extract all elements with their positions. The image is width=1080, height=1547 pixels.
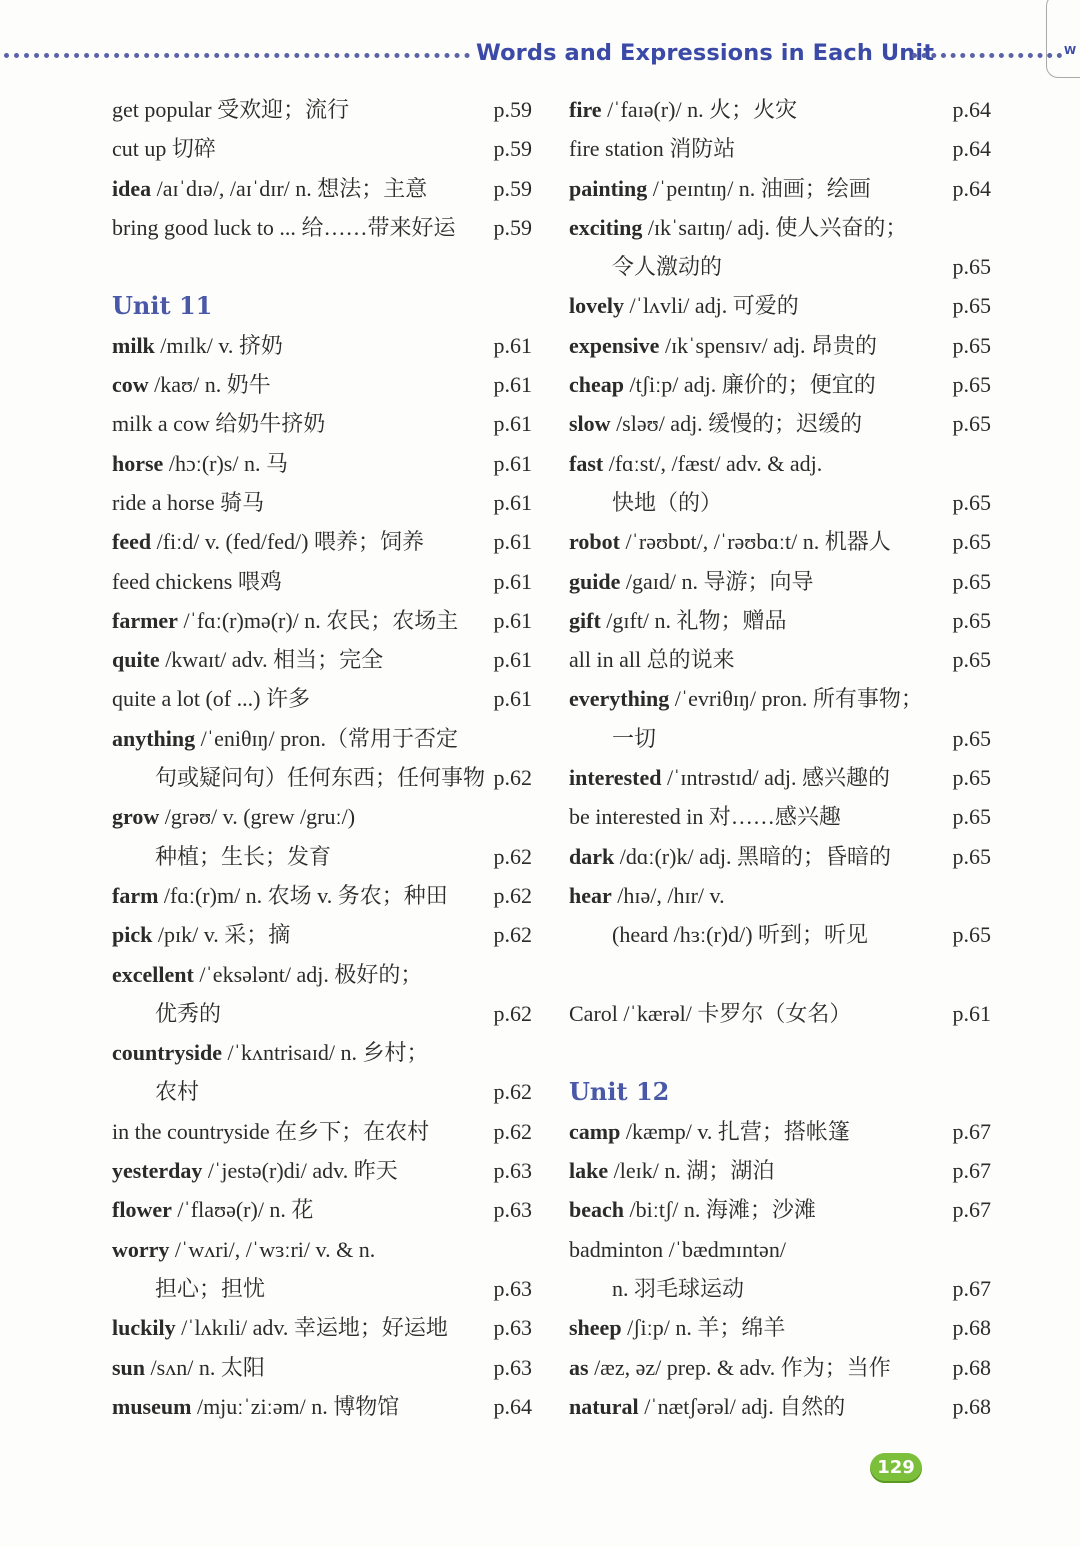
glossary-entry [569,994,991,1033]
entry-definition: /ˈflaʊə(r)/ n. 花 [171,1197,314,1223]
glossary-entry [569,758,991,797]
entry-text [112,1151,398,1190]
entry-headword: lake [569,1158,609,1184]
entry-text [569,1387,845,1426]
glossary-entry [112,1033,532,1072]
entry-page-ref: p.59 [493,97,532,122]
entry-page-ref: p.65 [952,411,991,437]
entry-definition: 快地（的） [612,489,723,515]
unit-heading: Unit 11 [112,291,213,321]
entry-page-ref: p.65 [952,843,991,869]
entry-definition: /ˈlʌvli/ adj. 可爱的 [624,293,799,319]
entry-definition: 优秀的 [155,1000,222,1026]
glossary-entry [569,1308,991,1347]
entry-headword: feed chickens [112,568,233,594]
entry-page-ref: p.65 [952,254,991,280]
glossary-entry [112,1112,532,1151]
entry-page-ref: p.62 [493,922,532,948]
glossary-entry [569,1230,991,1269]
entry-text [112,90,349,129]
entry-text [112,1033,429,1072]
glossary-entry [569,129,991,168]
glossary-entry [112,679,532,718]
entry-headword: farm [112,882,159,908]
entry-text [112,1308,448,1347]
entry-text [569,129,735,168]
entry-headword: museum [112,1393,192,1419]
entry-page-ref: p.65 [952,647,991,673]
unit-heading: Unit 12 [569,1077,670,1107]
entry-headword: ride a horse [112,489,215,515]
page-tab-mark: W [1064,44,1077,57]
entry-page-ref: p.63 [493,1158,532,1184]
entry-headword: quite a lot (of ...) [112,686,261,712]
glossary-entry-continuation [569,719,991,758]
entry-headword: natural [569,1393,639,1419]
entry-headword: in the countryside [112,1118,270,1144]
glossary-entry [569,522,991,561]
entry-page-ref: p.68 [952,1315,991,1341]
entry-page-ref: p.67 [952,1197,991,1223]
entry-headword: anything [112,725,196,751]
entry-text [569,640,735,679]
entry-headword: excellent [112,961,194,987]
entry-page-ref: p.61 [493,568,532,594]
entry-page-ref: p.62 [493,1000,532,1026]
entry-page-ref: p.59 [493,136,532,162]
glossary-entry [569,837,991,876]
glossary-entry [569,1151,991,1190]
entry-text [112,797,355,836]
entry-text [112,1387,399,1426]
entry-text [112,1190,313,1229]
entry-page-ref: p.61 [952,1000,991,1026]
entry-page-ref: p.62 [493,765,532,791]
entry-definition: /ˈrəʊbɒt/, /ˈrəʊbɑːt/ n. 机器人 [619,529,891,555]
entry-definition: /ˈfaɪə(r)/ n. 火；火灾 [601,97,798,122]
glossary-entry [569,404,991,443]
left-column [112,90,532,1426]
glossary-entry-continuation [112,758,532,797]
entry-definition: /mɪlk/ v. 挤奶 [154,332,283,358]
entry-headword: get popular [112,97,212,122]
glossary-entry [569,1112,991,1151]
entry-page-ref: p.61 [493,647,532,673]
entry-page-ref: p.61 [493,332,532,358]
entry-definition: /grəʊ/ v. (grew /gruː/) [159,804,356,830]
glossary-entry [112,129,532,168]
entry-definition: 一切 [612,725,657,751]
entry-headword: pick [112,922,153,948]
entry-definition: /fiːd/ v. (fed/fed/) 喂养；饲养 [151,529,424,555]
entry-definition: /mjuːˈziːəm/ n. 博物馆 [191,1393,400,1419]
entry-page-ref: p.63 [493,1197,532,1223]
entry-definition: 许多 [260,686,310,712]
entry-text [112,876,448,915]
entry-headword: dark [569,843,615,869]
entry-text [112,1348,265,1387]
entry-headword: feed [112,529,152,555]
entry-text [569,444,822,483]
entry-headword: gift [569,607,601,633]
entry-headword: idea [112,175,152,201]
entry-page-ref: p.63 [493,1275,532,1301]
entry-headword: camp [569,1118,621,1144]
entry-page-ref: p.64 [952,136,991,162]
glossary-entry [569,876,991,915]
entry-definition: /fɑː(r)m/ n. 农场 v. 务农；种田 [158,882,448,908]
entry-page-ref: p.61 [493,450,532,476]
entry-headword: bring good luck to ... [112,214,296,240]
entry-definition: /æz, əz/ prep. & adv. 作为；当作 [588,1354,891,1380]
entry-definition: /gɪft/ n. 礼物；赠品 [600,607,787,633]
page-number-badge: 129 [870,1453,922,1483]
entry-text [112,1230,375,1269]
glossary-entry [569,286,991,325]
glossary-entry [569,1190,991,1229]
entry-headword: badminton [569,1236,664,1262]
glossary-entry [112,90,532,129]
entry-page-ref: p.61 [493,489,532,515]
glossary-entry [112,483,532,522]
entry-text [112,640,383,679]
glossary-entry [569,679,991,718]
spacer [569,955,991,994]
entry-text [569,1190,816,1229]
glossary-entry [112,797,532,836]
entry-definition: /ˈkærəl/ 卡罗尔（女名） [617,1000,852,1026]
entry-page-ref: p.62 [493,1118,532,1144]
entry-page-ref: p.65 [952,568,991,594]
entry-page-ref: p.62 [493,843,532,869]
glossary-entry [112,1230,532,1269]
entry-definition: /ˈkʌntrisaɪd/ n. 乡村； [222,1040,429,1066]
entry-definition: /ˈbædmɪntən/ [663,1236,786,1262]
glossary-entry [112,640,532,679]
entry-page-ref: p.67 [952,1118,991,1144]
glossary-entry [112,1190,532,1229]
entry-definition: /ˈnætʃərəl/ adj. 自然的 [638,1393,846,1419]
glossary-entry [569,797,991,836]
entry-definition: /aɪˈdɪə/, /aɪˈdɪr/ n. 想法；主意 [151,175,428,201]
glossary-entry-continuation [569,1269,991,1308]
entry-text [112,365,271,404]
entry-headword: fast [569,450,604,476]
entry-text [569,522,891,561]
entry-page-ref: p.64 [493,1393,532,1419]
entry-text [112,679,310,718]
entry-page-ref: p.62 [493,1079,532,1105]
entry-text [112,129,216,168]
entry-headword: horse [112,450,164,476]
entry-definition: 种植；生长；发育 [155,843,332,869]
entry-definition: /ˈpeɪntɪŋ/ n. 油画；绘画 [647,175,871,201]
entry-definition: 对……感兴趣 [703,804,841,830]
page-header [0,40,1080,74]
entry-text [569,90,797,129]
entry-definition: /pɪk/ v. 采；摘 [152,922,291,948]
entry-text [569,876,725,915]
entry-headword: Carol [569,1000,618,1026]
entry-definition: /ˈevriθɪŋ/ pron. 所有事物； [669,686,923,712]
entry-text [569,208,907,247]
entry-page-ref: p.65 [952,332,991,358]
entry-headword: painting [569,175,648,201]
entry-text [569,679,923,718]
entry-text [112,404,325,443]
glossary-entry [112,601,532,640]
entry-page-ref: p.61 [493,607,532,633]
entry-page-ref: p.59 [493,175,532,201]
entry-headword: flower [112,1197,172,1223]
entry-headword: countryside [112,1040,222,1066]
entry-headword: yesterday [112,1158,203,1184]
entry-headword: quite [112,647,160,673]
entry-headword: exciting [569,214,643,240]
entry-page-ref: p.64 [952,175,991,201]
entry-definition: /hɔː(r)s/ n. 马 [163,450,288,476]
entry-definition: /ˈeksələnt/ adj. 极好的； [193,961,423,987]
header-dotted-rule-right [912,53,1062,58]
glossary-entry-continuation [112,1269,532,1308]
entry-page-ref: p.68 [952,1393,991,1419]
entry-definition: 给……带来好运 [295,214,456,240]
entry-page-ref: p.61 [493,686,532,712]
glossary-entry [112,1348,532,1387]
entry-page-ref: p.67 [952,1158,991,1184]
entry-headword: hear [569,882,612,908]
glossary-entry [112,365,532,404]
glossary-entry [112,1151,532,1190]
entry-definition: 总的说来 [641,647,735,673]
glossary-entry [112,876,532,915]
entry-definition: n. 羽毛球运动 [612,1275,745,1301]
entry-headword: guide [569,568,621,594]
entry-headword: cut up [112,136,167,162]
entry-definition: /fɑːst/, /fæst/ adv. & adj. [603,450,823,476]
entry-definition: /ˈeniθɪŋ/ pron.（常用于否定 [195,725,458,751]
entry-definition: /sləʊ/ adj. 缓慢的；迟缓的 [610,411,863,437]
entry-text [569,601,787,640]
entry-text [112,483,264,522]
entry-definition: /leɪk/ n. 湖；湖泊 [608,1158,775,1184]
entry-text [112,1112,429,1151]
entry-definition: 担心；担忧 [155,1275,266,1301]
entry-definition: /ʃiːp/ n. 羊；绵羊 [621,1315,786,1341]
entry-headword: robot [569,529,620,555]
glossary-entry [112,326,532,365]
glossary-entry [569,365,991,404]
entry-definition: 给奶牛挤奶 [209,411,326,437]
glossary-entry-continuation [569,247,991,286]
entry-text [112,955,422,994]
entry-definition: 骑马 [214,489,265,515]
entry-definition: 受欢迎；流行 [211,97,350,122]
entry-page-ref: p.63 [493,1315,532,1341]
entry-headword: expensive [569,332,660,358]
glossary-entry [112,562,532,601]
entry-headword: milk a cow [112,411,210,437]
entry-page-ref: p.65 [952,922,991,948]
entry-definition: /kæmp/ v. 扎营；搭帐篷 [620,1118,850,1144]
entry-page-ref: p.65 [952,607,991,633]
entry-headword: farmer [112,607,178,633]
entry-text [569,837,891,876]
glossary-entry [112,719,532,758]
entry-headword: cow [112,372,149,398]
entry-text [569,562,813,601]
glossary-entry-continuation [112,1072,532,1111]
entry-page-ref: p.63 [493,1354,532,1380]
entry-page-ref: p.65 [952,372,991,398]
entry-headword: all in all [569,647,642,673]
entry-text [112,915,290,954]
glossary-entry [112,1308,532,1347]
entry-headword: worry [112,1236,170,1262]
glossary-entry-continuation [112,994,532,1033]
entry-text [569,994,851,1033]
entry-headword: as [569,1354,589,1380]
entry-text [112,562,282,601]
glossary-entry-continuation [112,837,532,876]
glossary-entry [569,601,991,640]
entry-definition: 农村 [155,1079,200,1105]
entry-text [112,326,283,365]
entry-text [569,169,871,208]
entry-definition: /dɑː(r)k/ adj. 黑暗的；昏暗的 [614,843,891,869]
entry-definition: /ˈɪntrəstɪd/ adj. 感兴趣的 [661,765,890,791]
entry-text [569,1112,850,1151]
header-dotted-rule-left [4,53,470,58]
glossary-entry-continuation [569,915,991,954]
glossary-entry [569,169,991,208]
entry-headword: grow [112,804,160,830]
entry-definition: 喂鸡 [232,568,282,594]
entry-definition: (heard /hɜː(r)d/) 听到；听见 [612,922,869,948]
entry-page-ref: p.67 [952,1275,991,1301]
entry-text [569,1151,774,1190]
entry-definition: /kwaɪt/ adv. 相当；完全 [159,647,384,673]
entry-definition: /ˈfɑː(r)mə(r)/ n. 农民；农场主 [177,607,459,633]
glossary-entry [569,208,991,247]
entry-definition: /ˈwʌri/, /ˈwɜːri/ v. & n. [169,1236,376,1262]
entry-definition: /kaʊ/ n. 奶牛 [148,372,271,398]
entry-text [569,286,799,325]
entry-text [112,444,288,483]
entry-headword: luckily [112,1315,176,1341]
entry-definition: /hɪə/, /hɪr/ v. [611,882,725,908]
entry-headword: interested [569,765,662,791]
header-title: Words and Expressions in Each Unit [476,40,935,66]
entry-page-ref: p.61 [493,372,532,398]
entry-headword: everything [569,686,670,712]
glossary-entry [569,90,991,129]
entry-definition: 句或疑问句）任何东西；任何事物 [155,765,486,791]
entry-text [112,208,455,247]
glossary-entry [112,208,532,247]
entry-text [112,719,458,758]
entry-text [569,404,862,443]
entry-text [569,365,876,404]
entry-definition: /ɪkˈsaɪtɪŋ/ adj. 使人兴奋的； [642,214,908,240]
entry-definition: /gaɪd/ n. 导游；向导 [620,568,814,594]
entry-headword: slow [569,411,611,437]
page-tab-edge [1046,0,1080,78]
entry-definition: /ˈjestə(r)di/ adv. 昨天 [202,1158,398,1184]
entry-headword: lovely [569,293,624,319]
entry-page-ref: p.65 [952,725,991,751]
entry-definition: 令人激动的 [612,254,723,280]
entry-headword: beach [569,1197,624,1223]
glossary-entry [112,1387,532,1426]
entry-definition: /biːtʃ/ n. 海滩；沙滩 [624,1197,816,1223]
entry-headword: sheep [569,1315,622,1341]
entry-page-ref: p.62 [493,882,532,908]
spacer [112,247,532,286]
entry-definition: /ɪkˈspensɪv/ adj. 昂贵的 [659,332,877,358]
entry-page-ref: p.61 [493,529,532,555]
entry-text [569,758,890,797]
glossary-entry [112,522,532,561]
entry-page-ref: p.68 [952,1354,991,1380]
entry-page-ref: p.59 [493,214,532,240]
entry-page-ref: p.64 [952,97,991,122]
spacer [569,1033,991,1072]
glossary-entry [569,640,991,679]
entry-definition: 在乡下；在农村 [269,1118,430,1144]
entry-definition: /ˈlʌkɪli/ adv. 幸运地；好运地 [175,1315,448,1341]
entry-headword: be interested in [569,804,704,830]
entry-definition: /sʌn/ n. 太阳 [145,1354,265,1380]
entry-text [112,522,424,561]
right-column [569,90,991,1426]
entry-headword: sun [112,1354,146,1380]
glossary-entry [569,444,991,483]
entry-headword: milk [112,332,155,358]
entry-text [569,797,841,836]
glossary-entry [112,404,532,443]
entry-headword: cheap [569,372,624,398]
entry-headword: fire [569,97,602,122]
entry-page-ref: p.65 [952,529,991,555]
entry-page-ref: p.65 [952,489,991,515]
entry-text [569,1308,785,1347]
entry-text [112,601,458,640]
entry-page-ref: p.65 [952,804,991,830]
entry-page-ref: p.65 [952,765,991,791]
entry-headword: fire station [569,136,664,162]
glossary-entry [112,444,532,483]
glossary-entry-continuation [569,483,991,522]
entry-text [112,169,427,208]
entry-definition: 消防站 [663,136,736,162]
entry-page-ref: p.61 [493,411,532,437]
entry-definition: 切碎 [166,136,216,162]
entry-text [569,1348,891,1387]
entry-page-ref: p.65 [952,293,991,319]
glossary-entry [112,915,532,954]
glossary-entry [569,1387,991,1426]
entry-text [569,326,877,365]
glossary-entry [569,562,991,601]
glossary-entry [569,326,991,365]
entry-text [569,1230,786,1269]
glossary-entry [112,955,532,994]
glossary-entry [112,169,532,208]
entry-definition: /tʃiːp/ adj. 廉价的；便宜的 [624,372,876,398]
glossary-entry [569,1348,991,1387]
